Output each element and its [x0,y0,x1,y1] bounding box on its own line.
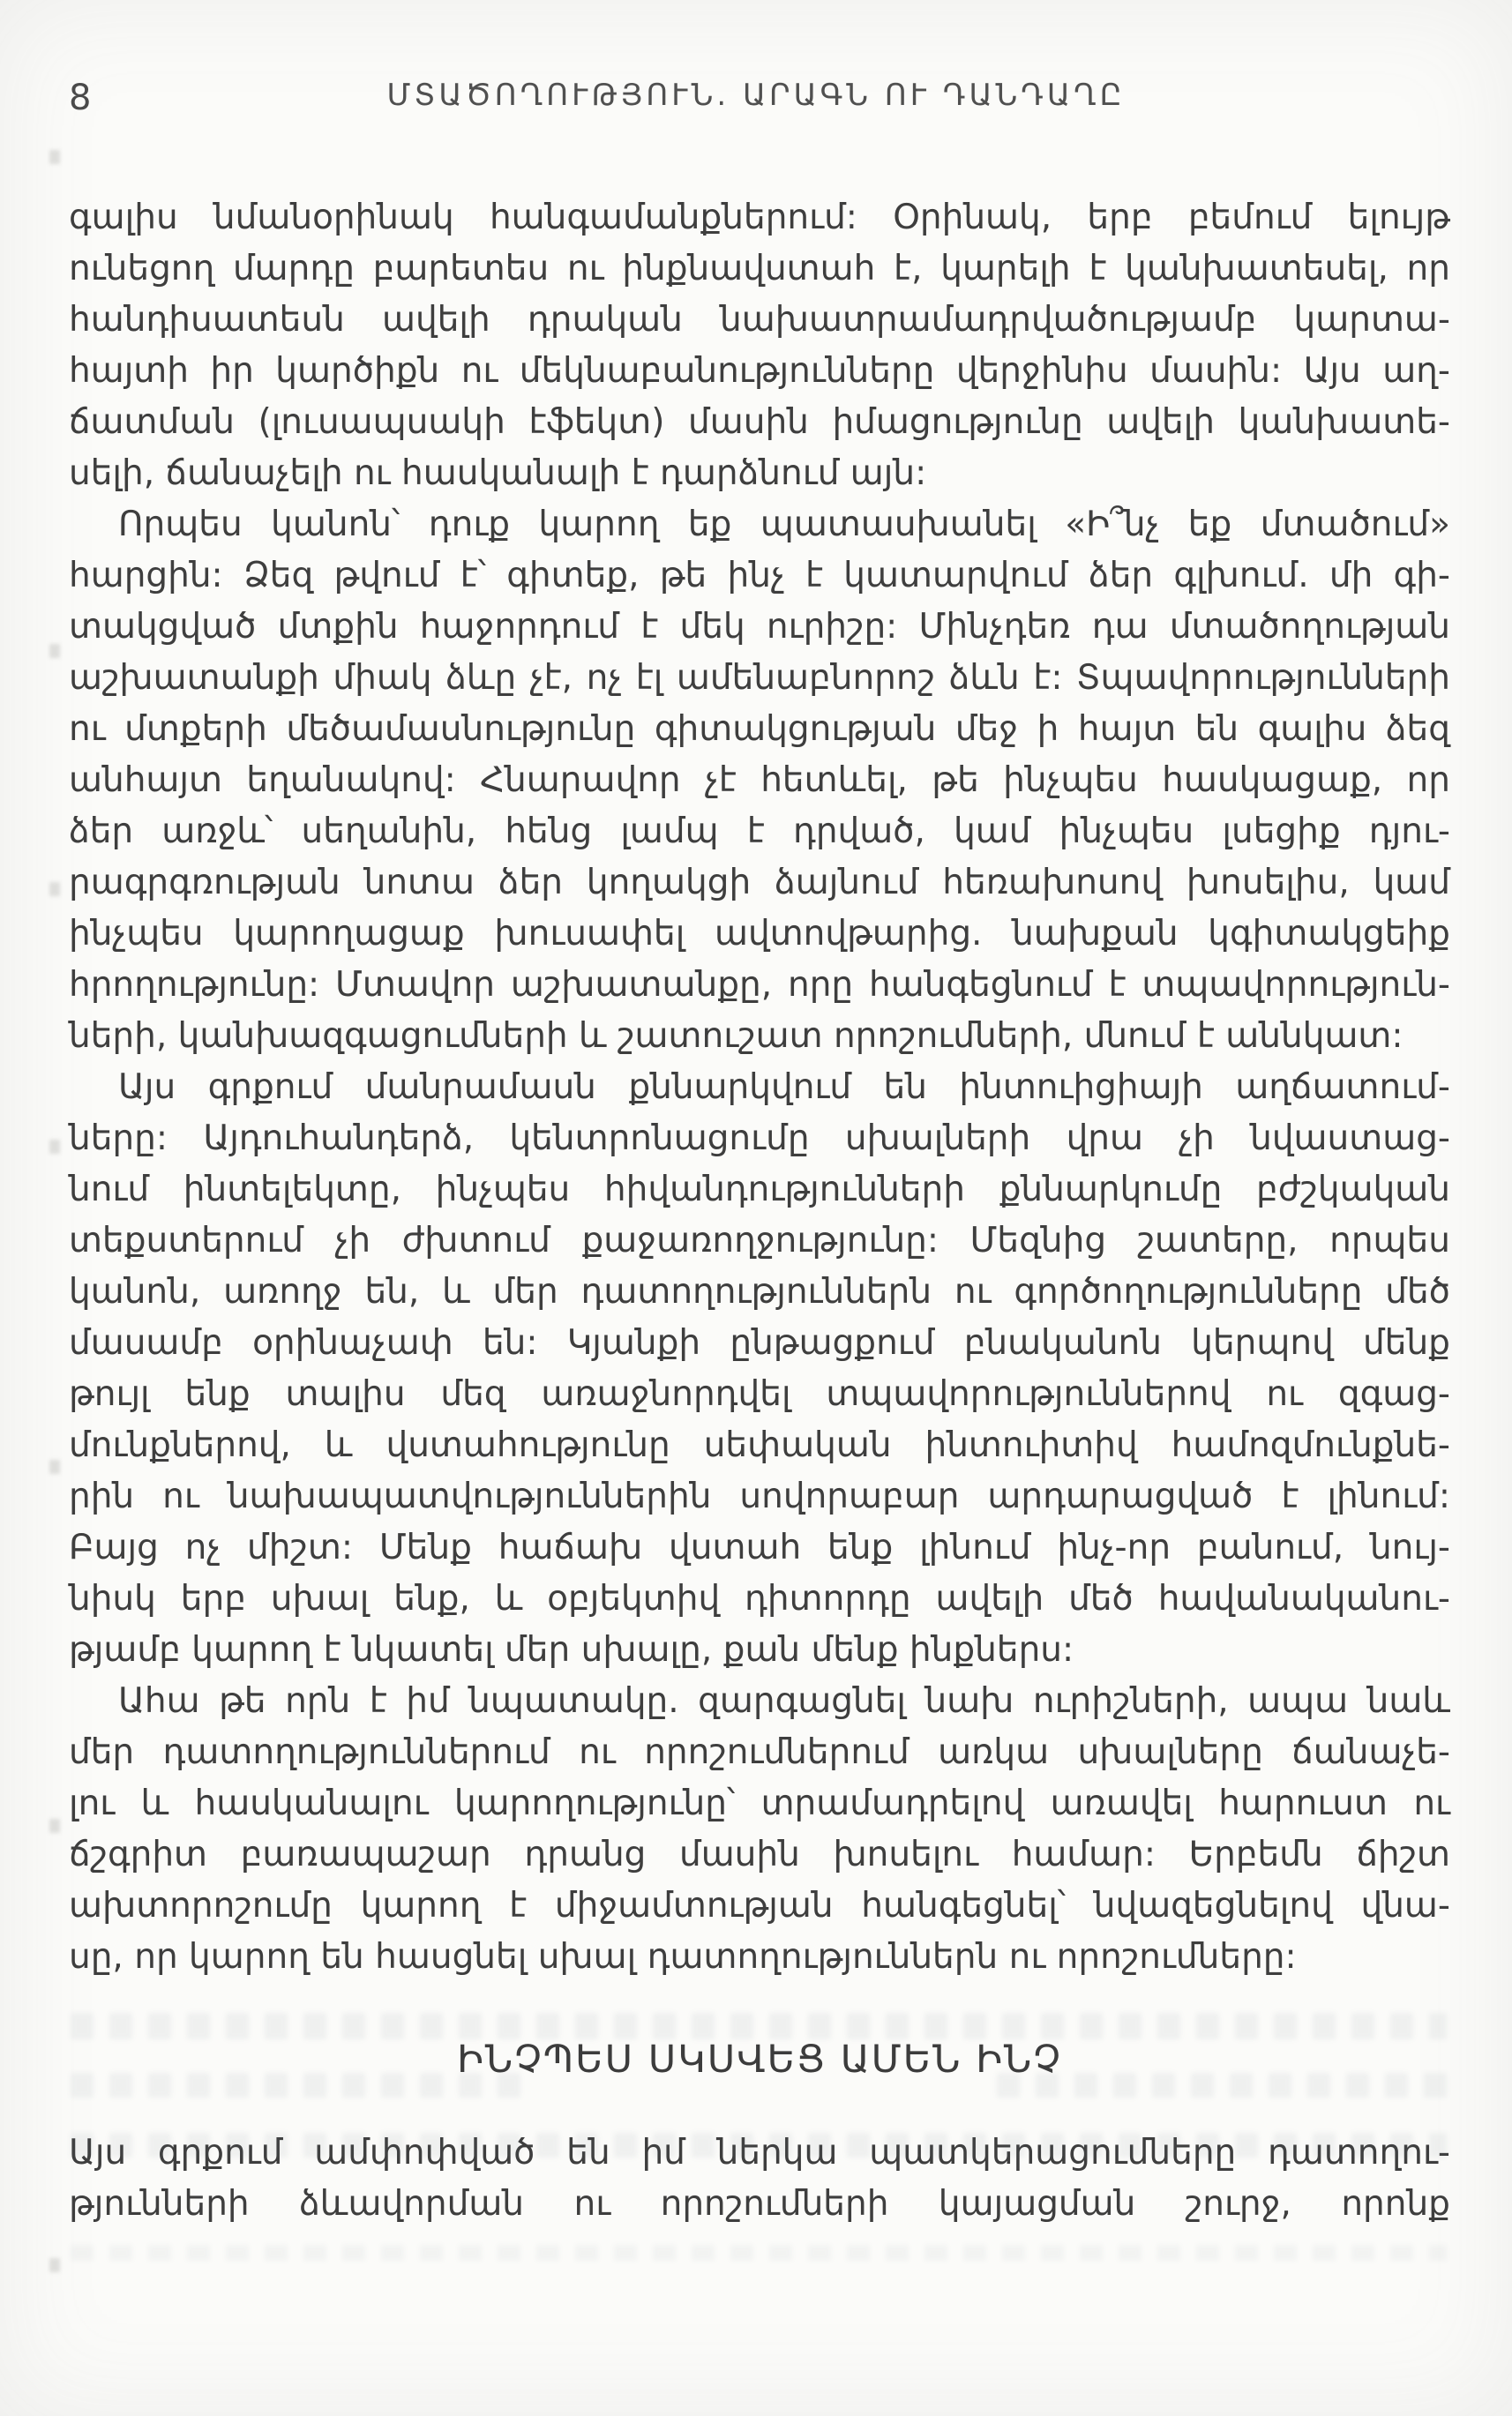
text-line: նիսկ երբ սխալ ենք, և օբյեկտիվ դիտորդը ավելի մեծ հավանականու- [69,1579,1450,1619]
text-line: մեր դատողություններում ու որոշումներում առկա սխալները ճանաչե- [69,1732,1450,1772]
text-line: ները: Այդուհանդերձ, կենտրոնացումը սխալների վրա չի նվաստաց- [69,1118,1450,1158]
text-line: ունեցող մարդը բարետես ու ինքնավստահ է, կարելի է կանխատեսել, որ [69,249,1450,288]
paragraph [69,192,1450,499]
scan-edge-mark [49,2258,60,2272]
section-heading: ԻՆՉՊԵՍ ՍԿՍՎԵՑ ԱՄԵՆ ԻՆՉ [457,2038,1062,2082]
paragraph [69,2128,1450,2230]
page-header [0,78,1512,122]
text-line: թյունների ձևավորման ու որոշումների կայացման շուրջ, որոնք [69,2184,1450,2224]
text-line: Այս գրքում մանրամասն քննարկվում են ինտուիցիայի աղճատում- [118,1067,1450,1107]
text-line: թույլ ենք տալիս մեզ առաջնորդվել տպավորություններով ու զգաց- [69,1374,1450,1414]
text-line: աշխատանքի միակ ձևը չէ, ոչ էլ ամենաբնորոշ ձևն է: Տպավորությունների [69,658,1450,698]
text-line: րագրգռության նոտա ձեր կողակցի ձայնում հեռախոսով խոսելիս, կամ [69,863,1450,902]
scan-edge-mark [49,150,60,164]
text-line: տեքստերում չի ժխտում քաջառողջությունը: Մեզնից շատերը, որպես [69,1221,1450,1260]
text-line: ինչպես կարողացաք խուսափել ավտովթարից. նախքան կգիտակցեիք [69,914,1450,954]
text-line: նում ինտելեկտը, ինչպես հիվանդությունների քննարկումը բժշկական [69,1170,1450,1209]
paragraphs-top [69,192,1450,1983]
text-line: ու մտքերի մեծամասնությունը գիտակցության մեջ ի հայտ են գալիս ձեզ [69,709,1450,749]
text-line: անհայտ եղանակով: Հնարավոր չէ հետևել, թե ինչպես հասկացաք, որ [69,760,1450,800]
text-line: մունքներով, և վստահությունը սեփական ինտուիտիվ համոզմունքնե- [69,1425,1450,1465]
scan-edge-mark [49,1460,60,1474]
bleed-through-artifact [71,2245,1447,2261]
text-line: մասամբ օրինաչափ են: Կյանքի ընթացքում բնականոն կերպով մենք [69,1323,1450,1363]
text-line: Ահա թե որն է իմ նպատակը. զարգացնել նախ ուրիշների, ապա նաև [118,1681,1450,1721]
text-line: հանդիսատեսն ավելի դրական նախատրամադրվածությամբ կարտա- [69,300,1450,340]
scan-edge-mark [49,644,60,658]
body-text [69,192,1450,2230]
paragraphs-bottom [69,2128,1450,2230]
text-line: հարցին: Ձեզ թվում է՝ գիտեք, թե ինչ է կատարվում ձեր գլխում. մի գի- [69,556,1450,595]
scan-edge-mark [49,882,60,896]
text-line: կանոն, առողջ են, և մեր դատողություններն ու գործողությունները մեծ [69,1272,1450,1312]
scan-edge-mark [49,1819,60,1833]
text-line: գալիս նմանօրինակ հանգամանքներում: Օրինակ, երբ բեմում ելույթ [69,198,1450,237]
text-line: ձեր առջև՝ սեղանին, հենց լամպ է դրված, կամ ինչպես լսեցիք դյու- [69,812,1450,851]
scan-edge-mark [49,1140,60,1154]
paragraph [69,499,1450,1062]
paragraph [69,1676,1450,1983]
running-title: ՄՏԱԾՈՂՈՒԹՅՈՒՆ. ԱՐԱԳՆ ՈՒ ԴԱՆԴԱՂԸ [386,78,1126,113]
text-line: Բայց ոչ միշտ: Մենք հաճախ վստահ ենք լինում ինչ-որ բանում, նույ- [69,1528,1450,1567]
text-line: ճատման (լուսապսակի էֆեկտ) մասին իմացությունը ավելի կանխատե- [69,402,1450,442]
text-line: Որպես կանոն՝ դուք կարող եք պատասխանել «Ի՞նչ եք մտածում» [118,505,1450,544]
text-line: սը, որ կարող են հասցնել սխալ դատողություններն ու որոշումները: [69,1937,1297,1977]
page-number: 8 [69,78,92,118]
text-line: լու և հասկանալու կարողությունը՝ տրամադրելով առավել հարուստ ու [69,1784,1450,1823]
text-line: հայտի իր կարծիքն ու մեկնաբանությունները վերջինիս մասին: Այս աղ- [69,351,1450,391]
text-line: Այս գրքում ամփոփված են իմ ներկա պատկերացումները դատողու- [69,2133,1450,2173]
text-line: ճշգրիտ բառապաշար դրանց մասին խոսելու համար: Երբեմն ճիշտ [69,1835,1450,1874]
text-line: թյամբ կարող է նկատել մեր սխալը, քան մենք ինքներս: [69,1630,1074,1670]
text-line: սելի, ճանաչելի ու հասկանալի է դարձնում այն: [69,453,927,493]
text-line: րին ու նախապատվություններին սովորաբար արդարացված է լինում: [69,1477,1450,1516]
paragraph [69,1062,1450,1676]
text-line: տակցված մտքին հաջորդում է մեկ ուրիշը: Մինչդեռ դա մտածողության [69,607,1450,647]
text-line: հրողությունը: Մտավոր աշխատանքը, որը հանգեցնում է տպավորություն- [69,965,1450,1005]
text-line: ների, կանխազգացումների և շատուշատ որոշումների, մնում է աննկատ: [69,1016,1403,1056]
text-line: ախտորոշումը կարող է միջամտության հանգեցնել՝ նվազեցնելով վնա- [69,1886,1450,1926]
